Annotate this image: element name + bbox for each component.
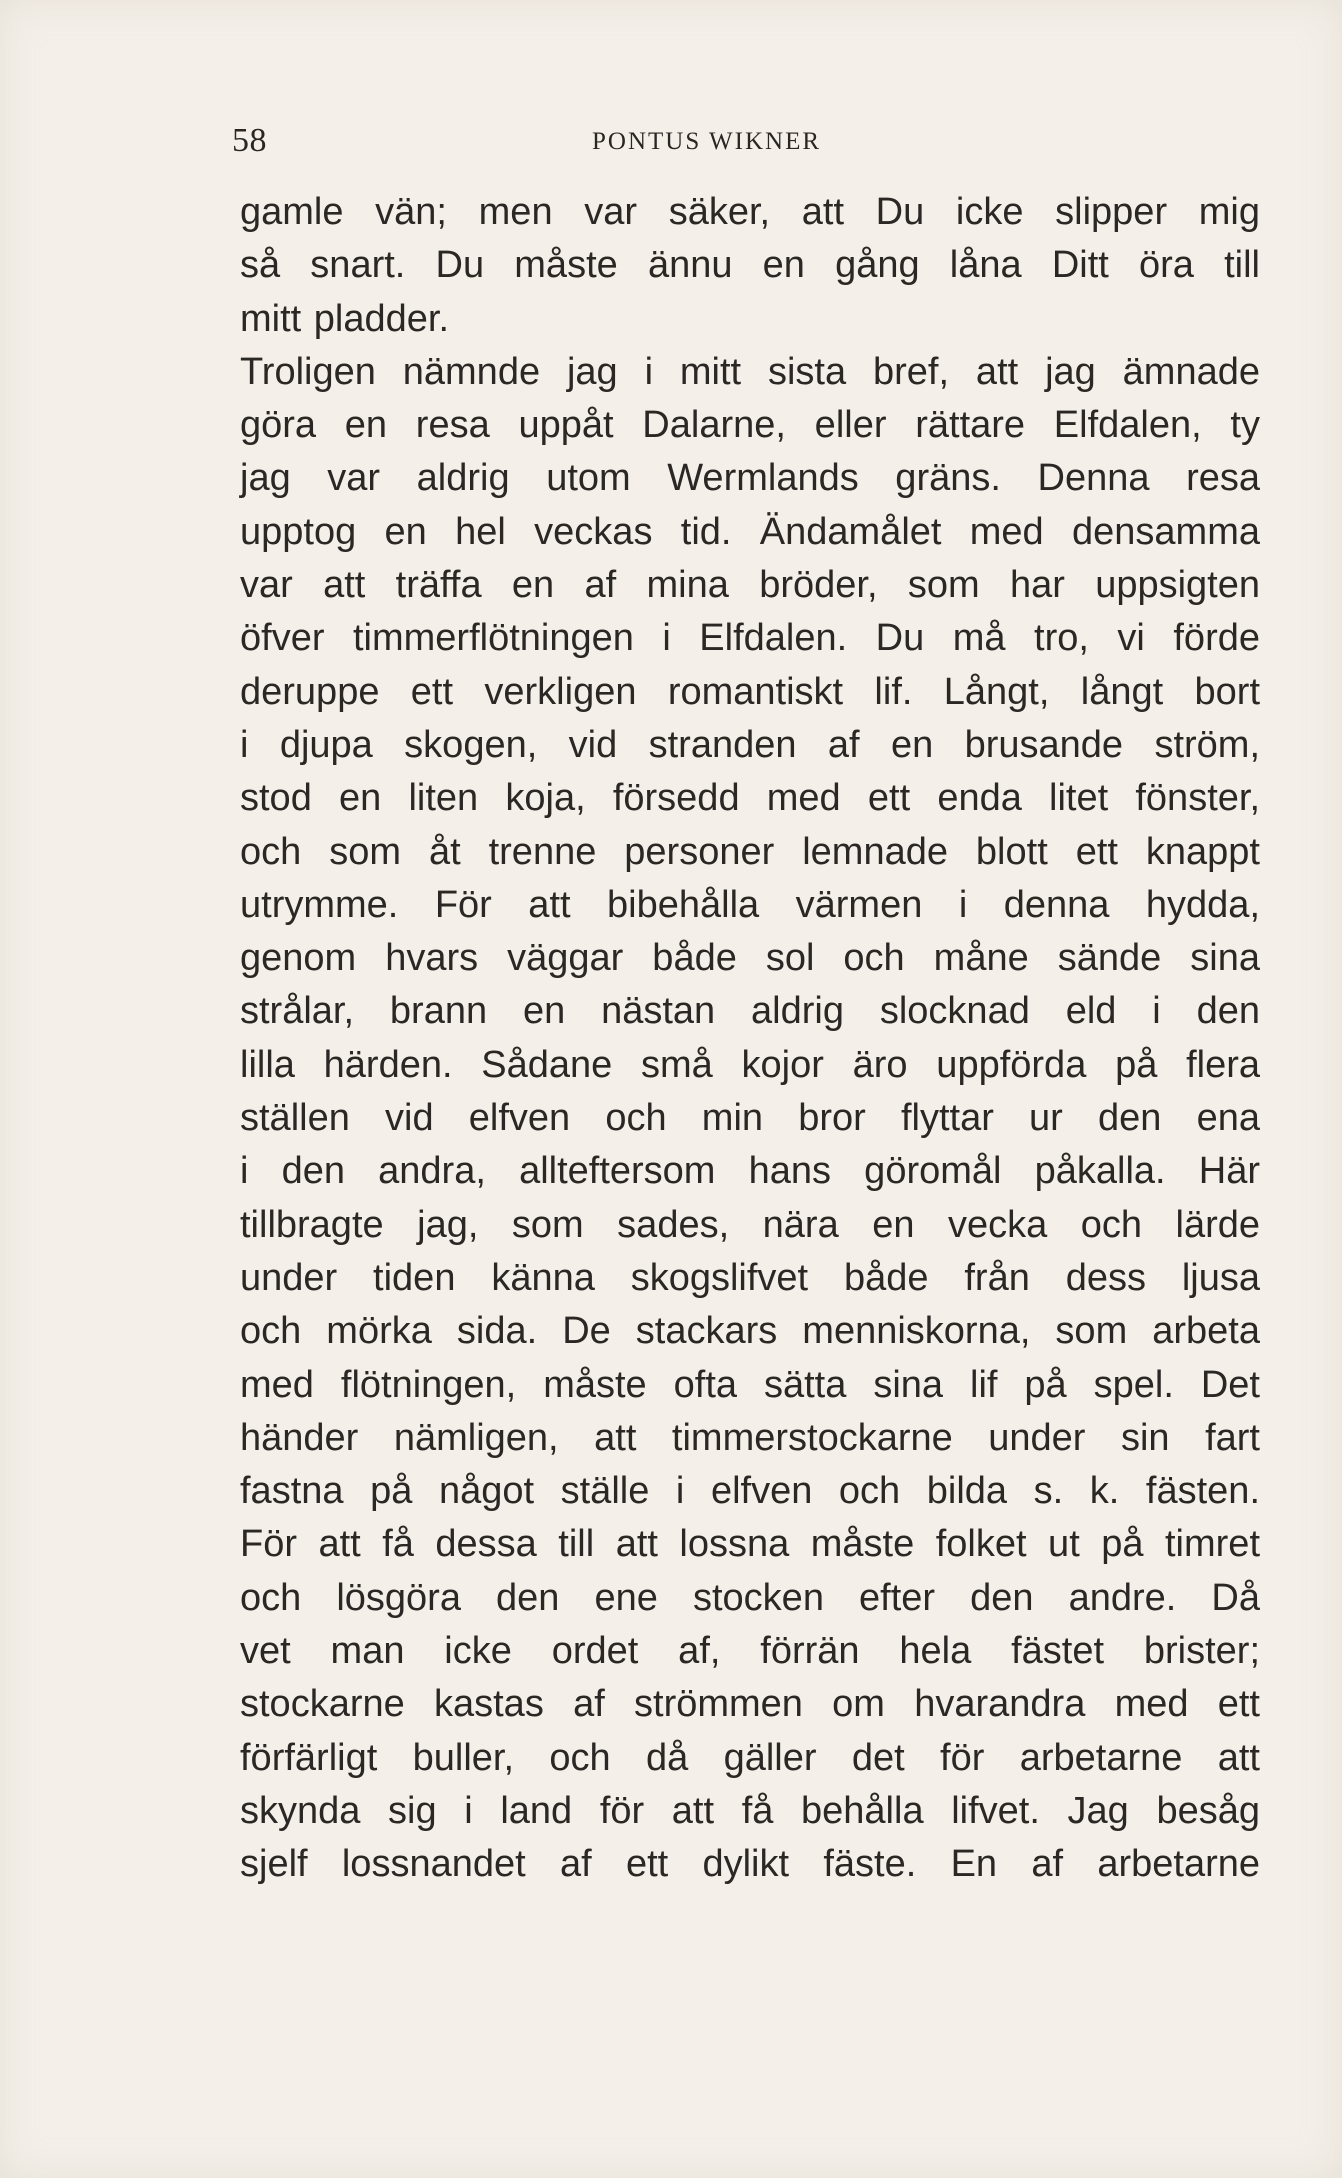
text-line: förfärligt buller, och då gäller det för arbetarne att: [240, 1736, 1260, 1779]
text-line: ställen vid elfven och min bror flyttar ur den ena: [240, 1097, 1260, 1140]
text-line: och lösgöra den ene stocken efter den andre. Då: [240, 1576, 1260, 1619]
text-line: stockarne kastas af strömmen om hvarandra med ett: [240, 1683, 1260, 1726]
text-line: deruppe ett verkligen romantiskt lif. Långt, långt bort: [240, 670, 1260, 713]
text-line: i den andra, allteftersom hans göromål påkalla. Här: [240, 1150, 1260, 1193]
text-line: strålar, brann en nästan aldrig slocknad eld i den: [240, 990, 1260, 1033]
text-line: För att få dessa till att lossna måste folket ut på timret: [240, 1523, 1260, 1566]
text-line: gamle vän; men var säker, att Du icke slipper mig: [240, 191, 1260, 233]
text-line: upptog en hel veckas tid. Ändamålet med densamma: [240, 510, 1260, 553]
text-line: göra en resa uppåt Dalarne, eller rättare Elfdalen, ty: [240, 404, 1260, 447]
text-line: under tiden känna skogslifvet både från dess ljusa: [240, 1256, 1260, 1299]
text-line: lilla härden. Sådane små kojor äro uppförda på flera: [240, 1043, 1260, 1086]
text-line: genom hvars väggar både sol och måne sände sina: [240, 937, 1260, 980]
text-line: Troligen nämnde jag i mitt sista bref, att jag ämnade: [240, 350, 1260, 393]
page-number: 58: [232, 122, 267, 159]
text-line: med flötningen, måste ofta sätta sina lif på spel. Det: [240, 1363, 1260, 1406]
text-line: skynda sig i land för att få behålla lifvet. Jag besåg: [240, 1789, 1260, 1832]
running-title: PONTUS WIKNER: [592, 128, 822, 155]
text-line: fastna på något ställe i elfven och bilda s. k. fästen.: [240, 1470, 1260, 1513]
text-line: och som åt trenne personer lemnade blott ett knappt: [240, 830, 1260, 873]
text-line: så snart. Du måste ännu en gång låna Ditt öra till: [240, 244, 1260, 287]
text-line: mitt pladder.: [240, 297, 449, 340]
running-head: [232, 120, 880, 164]
text-line: i djupa skogen, vid stranden af en brusande ström,: [240, 723, 1260, 766]
text-line: sjelf lossnandet af ett dylikt fäste. En af arbetarne: [240, 1843, 1260, 1886]
text-line: vet man icke ordet af, förrän hela fästet brister;: [240, 1630, 1260, 1673]
text-line: utrymme. För att bibehålla värmen i denna hydda,: [240, 883, 1260, 926]
text-line: var att träffa en af mina bröder, som har uppsigten: [240, 564, 1260, 607]
text-line: stod en liten koja, försedd med ett enda litet fönster,: [240, 777, 1260, 820]
text-line: jag var aldrig utom Wermlands gräns. Denna resa: [240, 457, 1260, 500]
text-line: tillbragte jag, som sades, nära en vecka och lärde: [240, 1203, 1260, 1246]
text-line: öfver timmerflötningen i Elfdalen. Du må tro, vi förde: [240, 617, 1260, 660]
text-line: och mörka sida. De stackars menniskorna, som arbeta: [240, 1310, 1260, 1353]
text-line: händer nämligen, att timmerstockarne under sin fart: [240, 1416, 1260, 1459]
body-text: [240, 186, 1260, 1892]
